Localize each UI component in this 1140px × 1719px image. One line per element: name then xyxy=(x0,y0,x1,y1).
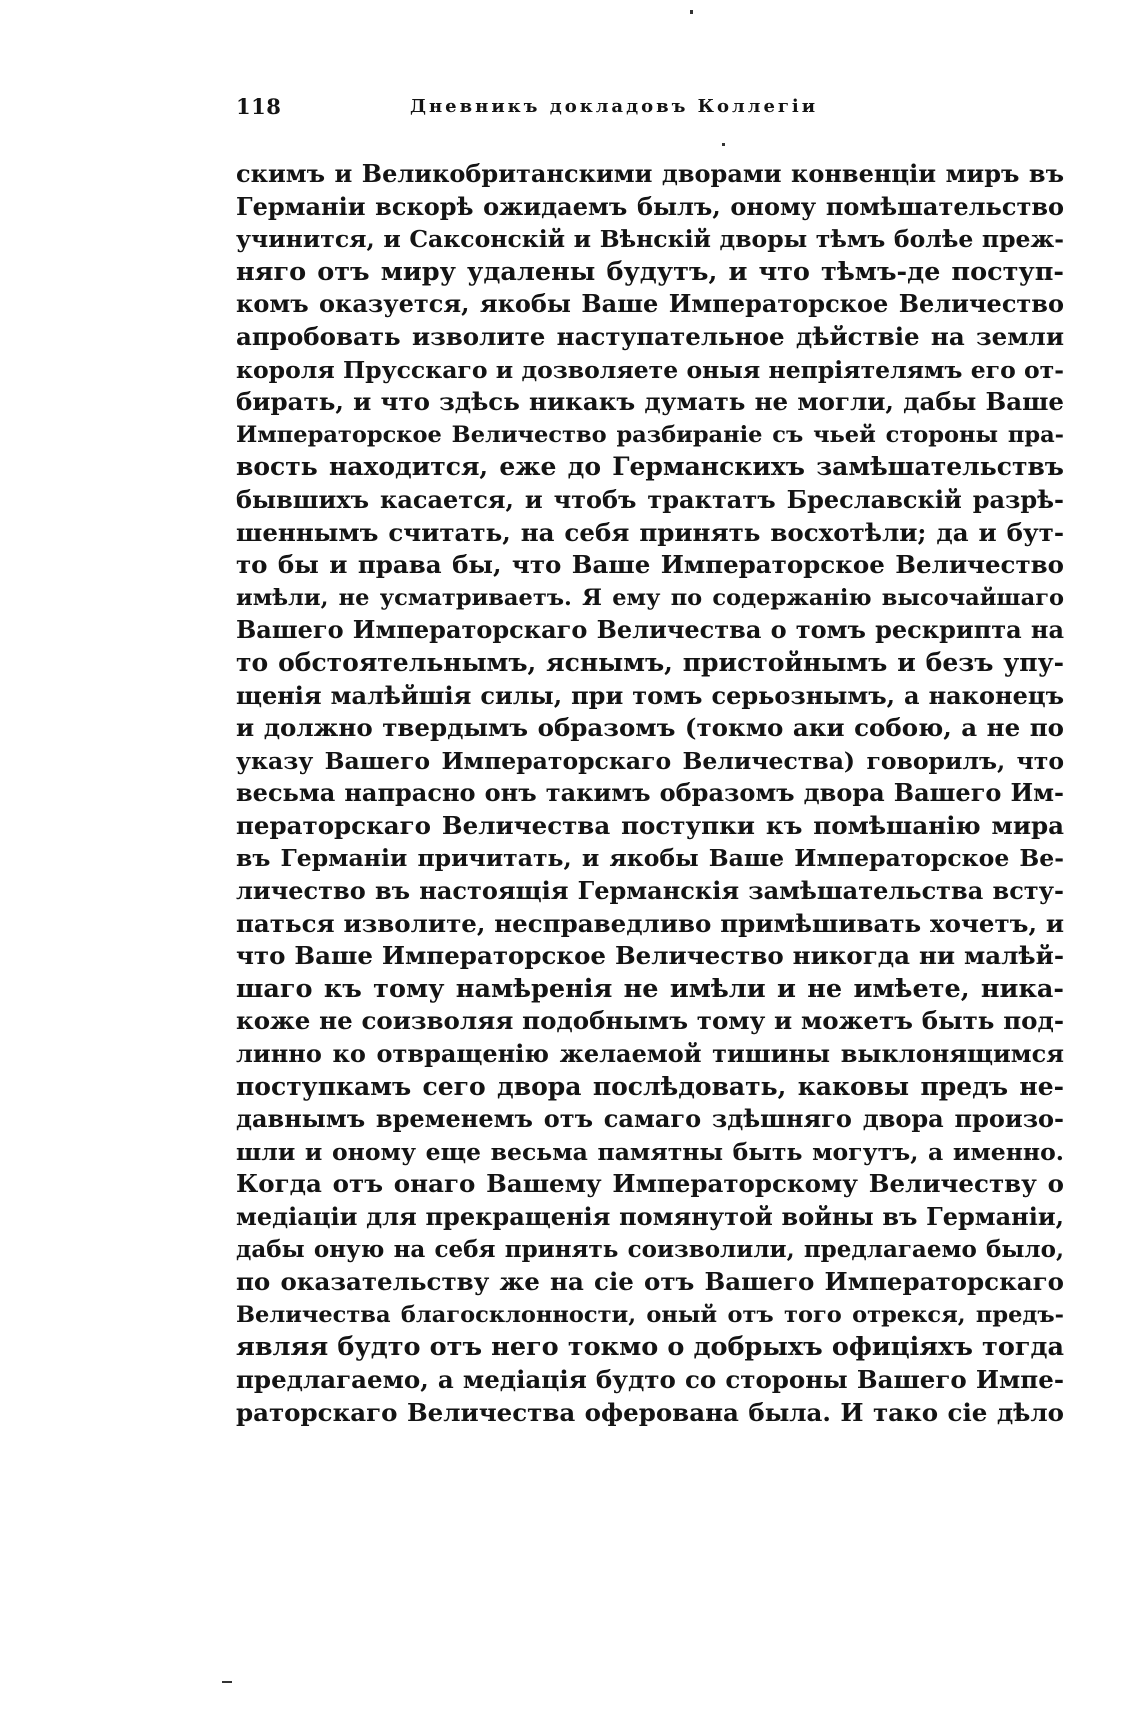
text-line: въ Германіи причитать, и якобы Ваше Императорское Ве- xyxy=(236,844,1064,873)
text-line: Величества благосклонности, оный отъ того отрекся, предъ- xyxy=(236,1301,1064,1328)
text-line: медіаціи для прекращенія помянутой войны въ Германіи, xyxy=(236,1202,1064,1231)
text-line: то обстоятельнымъ, яснымъ, пристойнымъ и безъ упу- xyxy=(236,647,1064,677)
text-line: дабы оную на себя принять соизволили, предлагаемо было, xyxy=(236,1235,1064,1263)
text-line: Императорское Величество разбираніе съ чьей стороны пра- xyxy=(236,421,1064,448)
page-number: 118 xyxy=(236,94,282,119)
text-line: паться изволите, несправедливо примѣшивать хочетъ, и xyxy=(236,908,1064,938)
text-line: являя будто отъ него токмо о добрыхъ офиціяхъ тогда xyxy=(236,1332,1064,1363)
stray-mark-center xyxy=(722,143,725,146)
text-line: бывшихъ касается, и чтобъ трактатъ Бреславскій разрѣ- xyxy=(236,484,1064,514)
text-line: няго отъ миру удалены будутъ, и что тѣмъ-де поступ- xyxy=(236,256,1064,287)
text-line: короля Прусскаго и дозволяете оныя непріятелямъ его от- xyxy=(236,355,1064,384)
text-line: указу Вашего Императорскаго Величества) говорилъ, что xyxy=(236,746,1064,775)
text-line: апробовать изволите наступательное дѣйствіе на земли xyxy=(236,321,1064,351)
text-line: шаго къ тому намѣренія не имѣли и не имѣете, ника- xyxy=(236,973,1064,1004)
text-line: коже не соизволяя подобнымъ тому и можетъ быть под- xyxy=(236,1006,1064,1036)
text-line: ператорскаго Величества поступки къ помѣшанію мира xyxy=(236,810,1064,840)
text-line: щенія малѣйшія силы, при томъ серьознымъ, а наконецъ xyxy=(236,680,1064,710)
text-line: Вашего Императорскаго Величества о томъ рескрипта на xyxy=(236,615,1064,645)
running-title: Дневникъ докладовъ Коллегіи xyxy=(410,96,819,117)
body-text xyxy=(236,158,1064,1429)
page-header xyxy=(236,94,896,124)
text-line: скимъ и Великобританскими дворами конвенціи миръ въ xyxy=(236,159,1064,188)
text-line: и должно твердымъ образомъ (токмо аки собою, а не по xyxy=(236,713,1064,743)
text-line: что Ваше Императорское Величество никогда ни малѣй- xyxy=(236,941,1064,971)
text-line: Когда отъ онаго Вашему Императорскому Величеству о xyxy=(236,1169,1064,1199)
text-line: раторскаго Величества оферована была. И тако сіе дѣло xyxy=(236,1397,1064,1427)
text-line: по оказательству же на сіе отъ Вашего Императорскаго xyxy=(236,1267,1064,1297)
stray-mark-left xyxy=(222,1681,232,1683)
text-line: личество въ настоящія Германскія замѣшательства всту- xyxy=(236,876,1064,906)
text-line: шеннымъ считать, на себя принять восхотѣли; да и бут- xyxy=(236,517,1064,547)
text-line: бирать, и что здѣсь никакъ думать не могли, дабы Ваше xyxy=(236,387,1064,417)
text-line: Германіи вскорѣ ожидаемъ былъ, оному помѣшательство xyxy=(236,191,1064,221)
text-line: учинится, и Саксонскій и Вѣнскій дворы тѣмъ болѣе преж- xyxy=(236,225,1064,254)
text-line: весьма напрасно онъ такимъ образомъ двора Вашего Им- xyxy=(236,778,1064,808)
text-line: имѣли, не усматриваетъ. Я ему по содержанію высочайшаго xyxy=(236,584,1064,611)
text-line: вость находится, еже до Германскихъ замѣшательствъ xyxy=(236,452,1064,482)
text-line: линно ко отвращенію желаемой тишины выклонящимся xyxy=(236,1039,1064,1069)
stray-mark-top xyxy=(690,10,693,14)
text-line: то бы и права бы, что Ваше Императорское Величество xyxy=(236,550,1064,580)
text-line: предлагаемо, а медіація будто со стороны Вашего Импе- xyxy=(236,1364,1064,1394)
text-line: поступкамъ сего двора послѣдовать, каковы предъ не- xyxy=(236,1071,1064,1101)
text-line: давнымъ временемъ отъ самаго здѣшняго двора произо- xyxy=(236,1104,1064,1134)
text-line: шли и оному еще весьма памятны быть могутъ, а именно. xyxy=(236,1137,1064,1166)
text-line: комъ оказуется, якобы Ваше Императорское Величество xyxy=(236,289,1064,319)
